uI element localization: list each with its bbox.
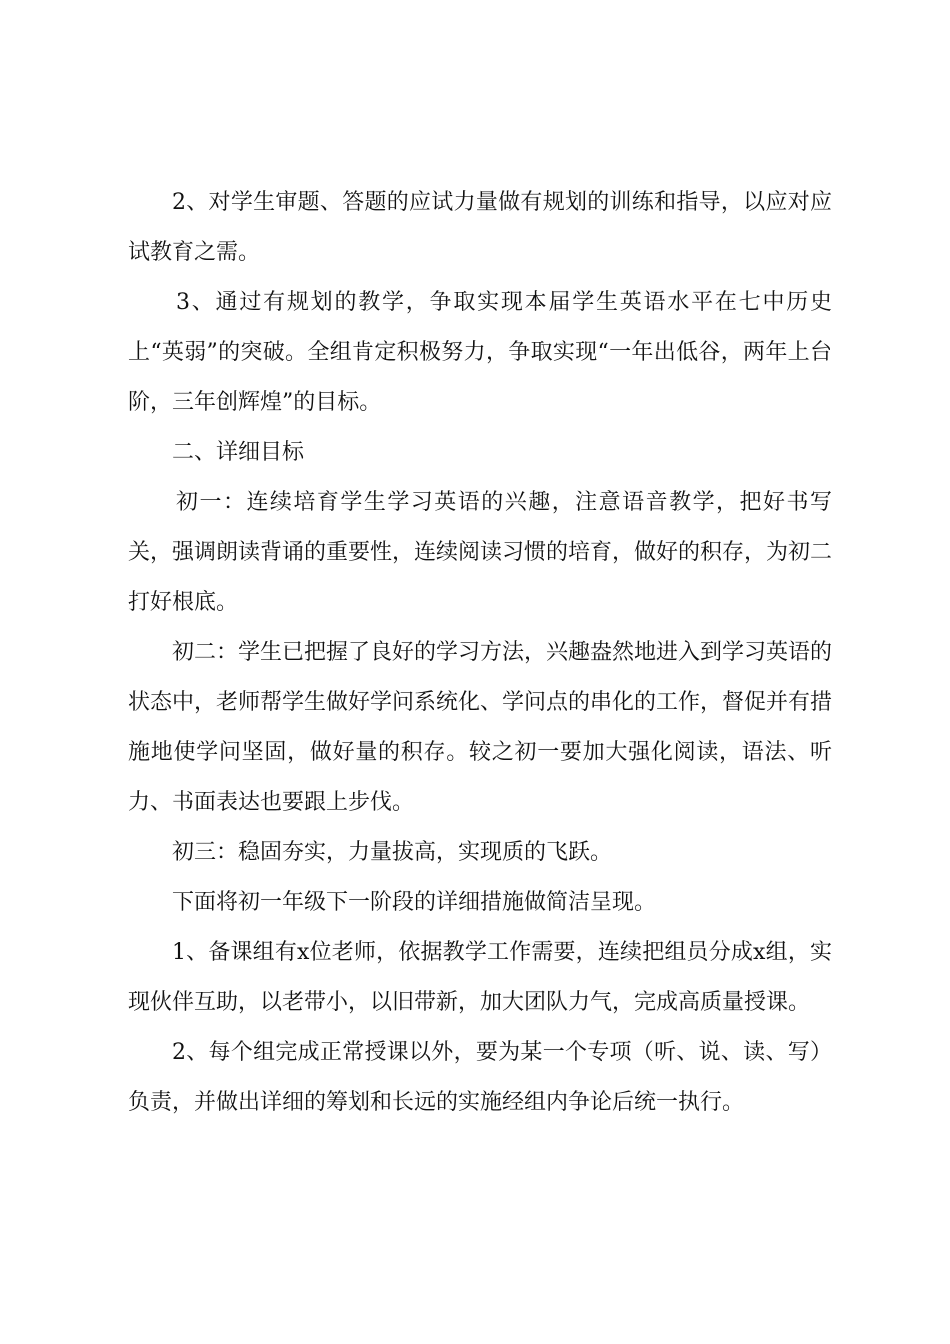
paragraph-grade-one: 初一：连续培育学生学习英语的兴趣，注意语音教学，把好书写关，强调朗读背诵的重要性，连续阅读习惯的培育，做好的积存，为初二打好根底。 [128,490,833,615]
document-body [128,178,832,1128]
paragraph-grade-three: 初三：稳固夯实，力量拔高，实现质的飞跃。 [172,840,613,865]
paragraph-exam-training: 2、对学生审题、答题的应试力量做有规划的训练和指导，以应对应试教育之需。 [128,190,832,265]
paragraph-measures-intro: 下面将初一年级下一阶段的详细措施做简洁呈现。 [172,890,657,915]
paragraph-breakthrough-goal: 3、通过有规划的教学，争取实现本届学生英语水平在七中历史上“英弱”的突破。全组肯定积极努力，争取实现“一年出低谷，两年上台阶，三年创辉煌”的目标。 [128,290,832,415]
paragraph-lesson-groups: 1、备课组有x位老师，依据教学工作需要，连续把组员分成x组，实现伙伴互助，以老带小，以旧带新，加大团队力气，完成高质量授课。 [128,940,832,1015]
section-heading-detailed-goals: 二、详细目标 [172,440,305,465]
paragraph-grade-two: 初二：学生已把握了良好的学习方法，兴趣盎然地进入到学习英语的状态中，老师帮学生做好学问系统化、学问点的串化的工作，督促并有措施地使学问坚固，做好量的积存。较之初一要加大强化阅读，语法、听力、书面表达也要跟上步伐。 [128,640,833,815]
paragraph-special-items: 2、每个组完成正常授课以外，要为某一个专项（听、说、读、写）负责，并做出详细的筹划和长远的实施经组内争论后统一执行。 [128,1040,832,1115]
